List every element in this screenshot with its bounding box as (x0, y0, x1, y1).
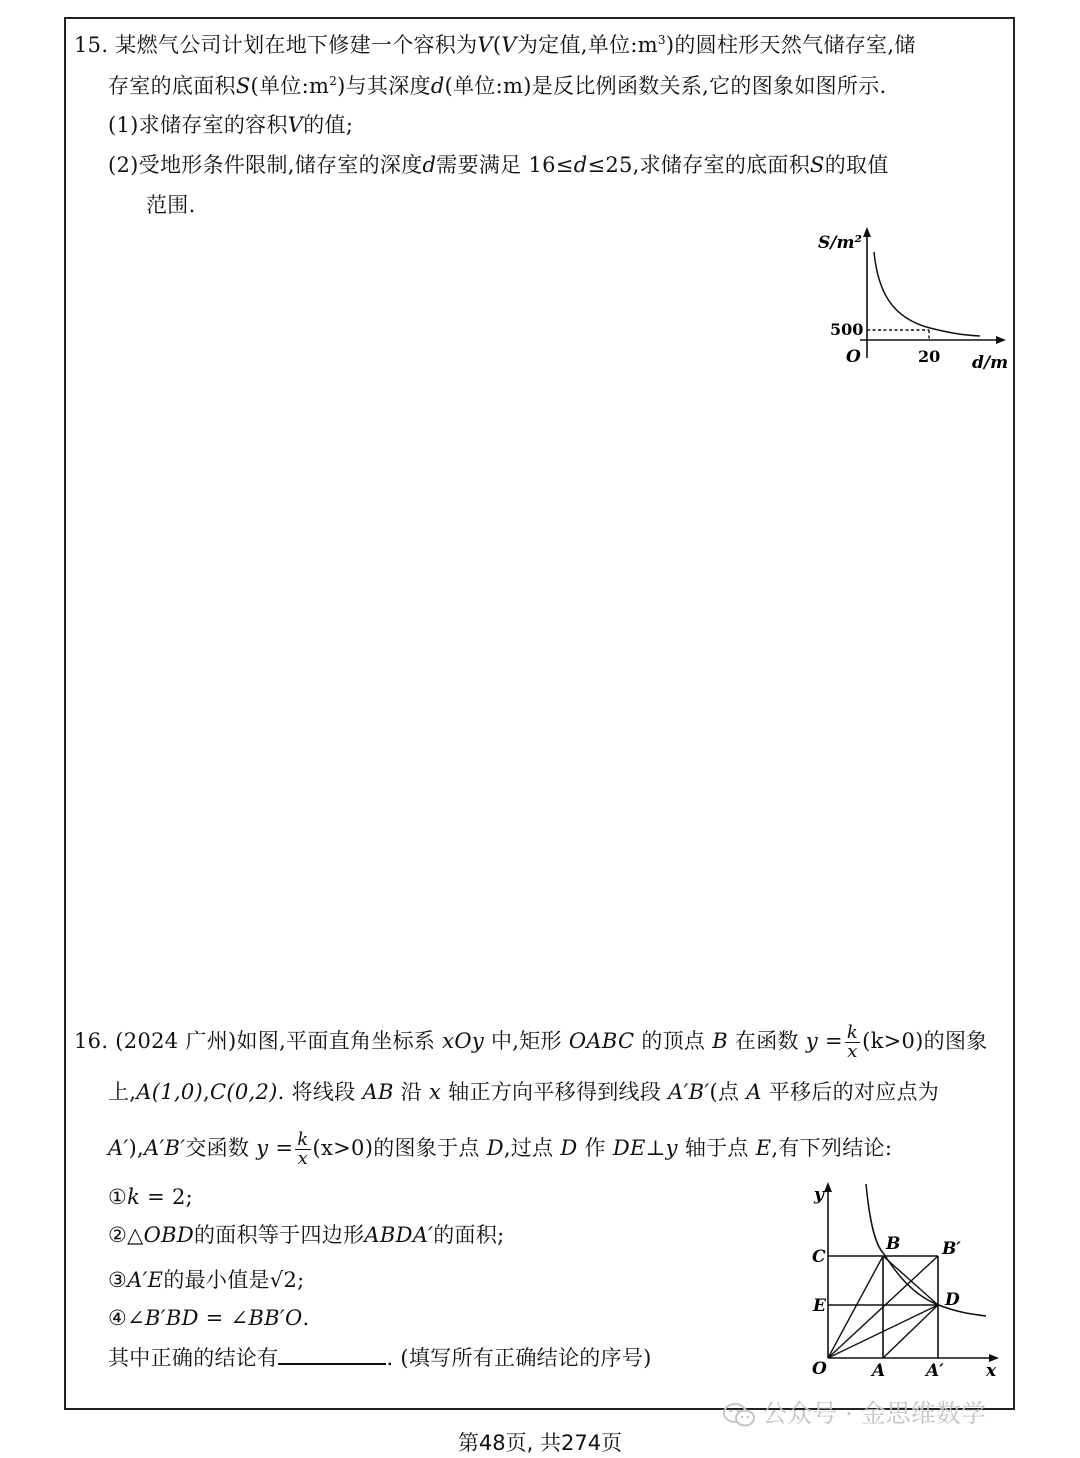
label-A: A (872, 1361, 886, 1381)
label-Ap: A′ (926, 1361, 944, 1381)
label-D: D (945, 1290, 960, 1310)
x-axis-label: d/m (972, 353, 1009, 372)
answer-blank[interactable] (278, 1345, 386, 1365)
origin-label: O (846, 347, 861, 367)
label-B: B (886, 1234, 901, 1254)
q16-conclusion-1: ①k = 2; (108, 1185, 194, 1209)
y-axis-label: S/m² (818, 233, 862, 253)
q16-conclusion-3: ③A′E的最小值是√2; (108, 1268, 305, 1292)
q16-conclusion-4: ④∠B′BD = ∠BB′O. (108, 1306, 310, 1330)
figure-16-graph (808, 1176, 1013, 1381)
q15-sub-2: (2)受地形条件限制,储存室的深度d需要满足 16≤d≤25,求储存室的底面积S的取值 (108, 153, 889, 177)
fraction-k-over-x: $\frac{k}{x}$ (846, 1022, 859, 1062)
q16-line-3: A′),A′B′交函数 y = $\frac{k}{x}$ (x>0)的图象于点 D,过点 D 作 DE⊥y 轴于点 E,有下列结论: (108, 1129, 893, 1169)
inverse-curve (866, 1184, 986, 1316)
y-axis-arrow (824, 1182, 832, 1192)
wechat-icon (722, 1402, 756, 1428)
q15-line-2: 存室的底面积S(单位$:m^2$)与其深度d(单位:m)是反比例函数关系,它的图象如图所示. (108, 74, 887, 98)
q16-line-1: 16. (2024 广州)如图,平面直角坐标系 xOy 中,矩形 OABC 的顶点 B 在函数 y = $\frac{k}{x}$ (k>0)的图象 (74, 1022, 988, 1062)
y-tick-500: 500 (830, 320, 864, 339)
label-y: y (814, 1185, 824, 1205)
label-C: C (812, 1247, 826, 1267)
q15-sub-2-cont: 范围. (146, 193, 196, 217)
q15-line-1: 15. 某燃气公司计划在地下修建一个容积为V(V为定值,单位$:m^3$)的圆柱形天然气储存室,储 (74, 33, 916, 57)
figure-15-graph (812, 222, 1012, 372)
label-x: x (986, 1361, 997, 1381)
label-Bp: B′ (942, 1239, 961, 1259)
segment-AD (883, 1305, 938, 1358)
q16-line-2: 上,A(1,0),C(0,2). 将线段 AB 沿 x 轴正方向平移得到线段 A′B′(点 A 平移后的对应点为 (108, 1080, 940, 1104)
x-tick-20: 20 (918, 347, 941, 366)
q16-question: 其中正确的结论有 . (填写所有正确结论的序号) (108, 1346, 652, 1370)
fraction-k-over-x-2: $\frac{k}{x}$ (297, 1129, 309, 1169)
q16-conclusion-2: ②△OBD的面积等于四边形ABDA′的面积; (108, 1223, 505, 1247)
label-E: E (813, 1296, 826, 1316)
y-axis-arrow (863, 227, 871, 237)
segment-OB (828, 1256, 883, 1358)
q15-sub-1: (1)求储存室的容积V的值; (108, 113, 354, 137)
x-axis-arrow (996, 336, 1006, 344)
label-O: O (812, 1359, 827, 1379)
inverse-curve (874, 252, 980, 336)
watermark: 公众号 · 金思维数学 (722, 1397, 986, 1431)
page-footer: 第48页, 共274页 (457, 1431, 623, 1455)
